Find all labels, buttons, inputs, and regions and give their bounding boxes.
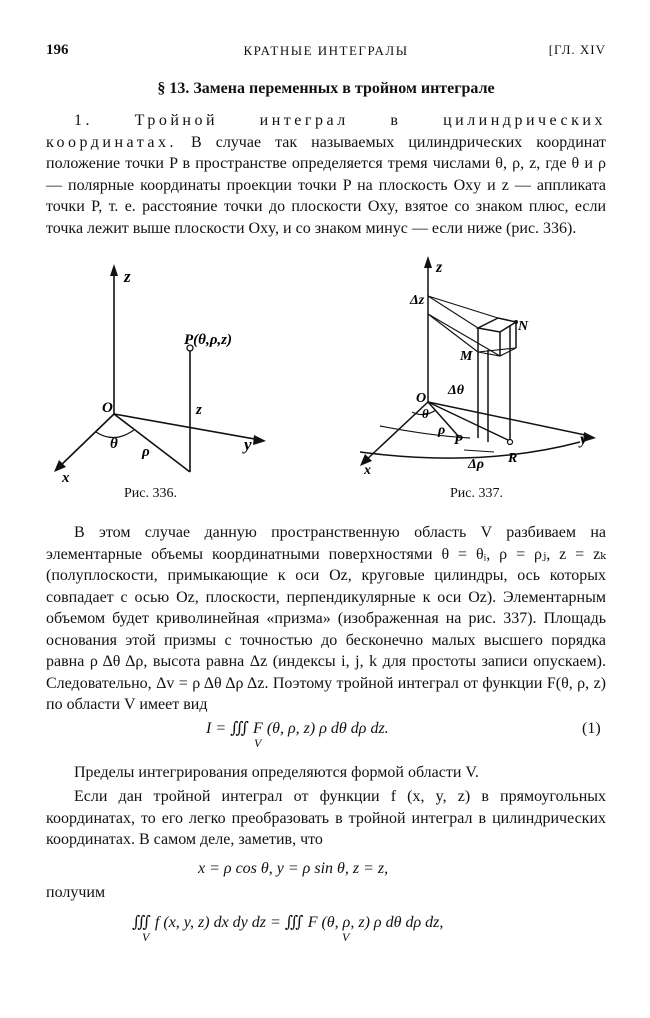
label-delta-z: Δz xyxy=(410,293,425,308)
figure-337 xyxy=(352,256,608,478)
paragraph-elementary-volumes: В этом случае данную пространственную область V разбиваем на элементарные объемы координатными поверхностями θ = θᵢ, ρ = ρⱼ, z = zₖ (полуплоскости, примыкающие к оси Oz, круговые цилиндры, ось которых совпадает с осью Oz, плоскости, перпендикулярные к оси Oz). Элементарным объемом будет криволинейная «призма» (изображенная на рис. 337). Площадь основания этой призмы с точностью до бесконечно малых высшего порядка равна ρ Δθ Δρ, высота равна Δz (индексы i, j, k для простоты записи опускаем). Следовательно, Δv = ρ Δθ Δρ Δz. Поэтому тройной интеграл от функции F(θ, ρ, z) по области V имеет вид xyxy=(46,524,606,713)
paragraph-limits: Пределы интегрирования определяются формой области V. xyxy=(74,764,479,781)
paragraph-cylindrical-intro xyxy=(46,110,606,239)
chapter-label: [ГЛ. XIV xyxy=(548,42,606,57)
figure-337-caption: Рис. 337. xyxy=(450,486,503,501)
label-y-axis: y xyxy=(244,435,252,454)
figure-336 xyxy=(46,262,286,490)
label-theta: θ xyxy=(110,436,118,452)
label-n: N xyxy=(518,319,529,334)
z-arrow xyxy=(110,264,118,276)
formula-1-text: I = ∭ F (θ, ρ, z) ρ dθ dρ dz. xyxy=(206,720,389,737)
formula-3-subscript-left: V xyxy=(142,930,150,944)
paragraph-text: В случае так называемых цилиндрических координат положение точки P в пространстве определяется тремя числами θ, ρ, z, где θ и ρ — полярные координаты проекции точки P на плоскость Oxy и z — аппликата точки P, т. е. расстояние точки до плоскости Oxy, взятое со знаком плюс, если точка лежит выше плоскости Oxy, и со знаком минус — если ниже (рис. 336). xyxy=(46,133,606,237)
running-title: КРАТНЫЕ ИНТЕГРАЛЫ xyxy=(243,43,409,58)
figure-336-caption: Рис. 336. xyxy=(124,486,177,501)
label-rho: ρ xyxy=(142,444,150,460)
label-rho: ρ xyxy=(438,423,446,438)
y-arrow xyxy=(253,435,266,445)
paragraph-transform: Если дан тройной интеграл от функции f (x, y, z) в прямоугольных координатах, то его легко преобразовать в тройной интеграл в цилиндрических координатах. В самом деле, заметив, что xyxy=(46,788,606,848)
label-m: M xyxy=(460,349,473,364)
page-number: 196 xyxy=(46,42,69,58)
y-axis-line xyxy=(428,402,590,436)
label-z-height: z xyxy=(196,402,202,418)
x-axis-line xyxy=(58,414,114,468)
label-r: R xyxy=(508,451,518,466)
formula-3 xyxy=(132,912,444,944)
z-arrow xyxy=(424,256,432,268)
point-r-marker xyxy=(508,440,513,445)
label-origin: O xyxy=(416,391,427,406)
label-p: P xyxy=(454,433,463,448)
label-point-p: P(θ,ρ,z) xyxy=(184,332,233,348)
section-title: § 13. Замена переменных в тройном интеграле xyxy=(157,80,495,97)
formula-1 xyxy=(206,718,389,750)
formula-3-text: ∭ f (x, y, z) dx dy dz = ∭ F (θ, ρ, z) ρ dθ dρ dz, xyxy=(132,914,444,931)
word-poluchim: получим xyxy=(46,884,106,901)
projection-line-top2 xyxy=(428,296,498,318)
label-z-axis: z xyxy=(436,259,443,276)
formula-1-subscript: V xyxy=(254,736,262,750)
projection-line-bottom xyxy=(428,314,478,352)
label-z-axis: z xyxy=(124,267,131,286)
paragraph-lead: 1. Тройной интеграл в цилиндрических координатах. xyxy=(46,112,606,151)
label-x-axis: x xyxy=(364,463,371,478)
formula-2: x = ρ cos θ, y = ρ sin θ, z = z, xyxy=(198,860,389,877)
running-header xyxy=(46,42,606,62)
label-theta: θ xyxy=(422,406,429,421)
projection-line-top xyxy=(428,296,478,328)
label-delta-rho: Δρ xyxy=(468,457,484,472)
formula-3-subscript-right: V xyxy=(342,930,350,944)
equation-number-1: (1) xyxy=(582,720,601,737)
drho-line xyxy=(464,450,494,452)
label-delta-theta: Δθ xyxy=(448,383,465,398)
radius-line xyxy=(114,414,190,472)
label-y-axis: y xyxy=(580,431,588,448)
label-x-axis: x xyxy=(62,470,70,486)
y-axis-line xyxy=(114,414,260,440)
label-origin: O xyxy=(102,400,113,416)
